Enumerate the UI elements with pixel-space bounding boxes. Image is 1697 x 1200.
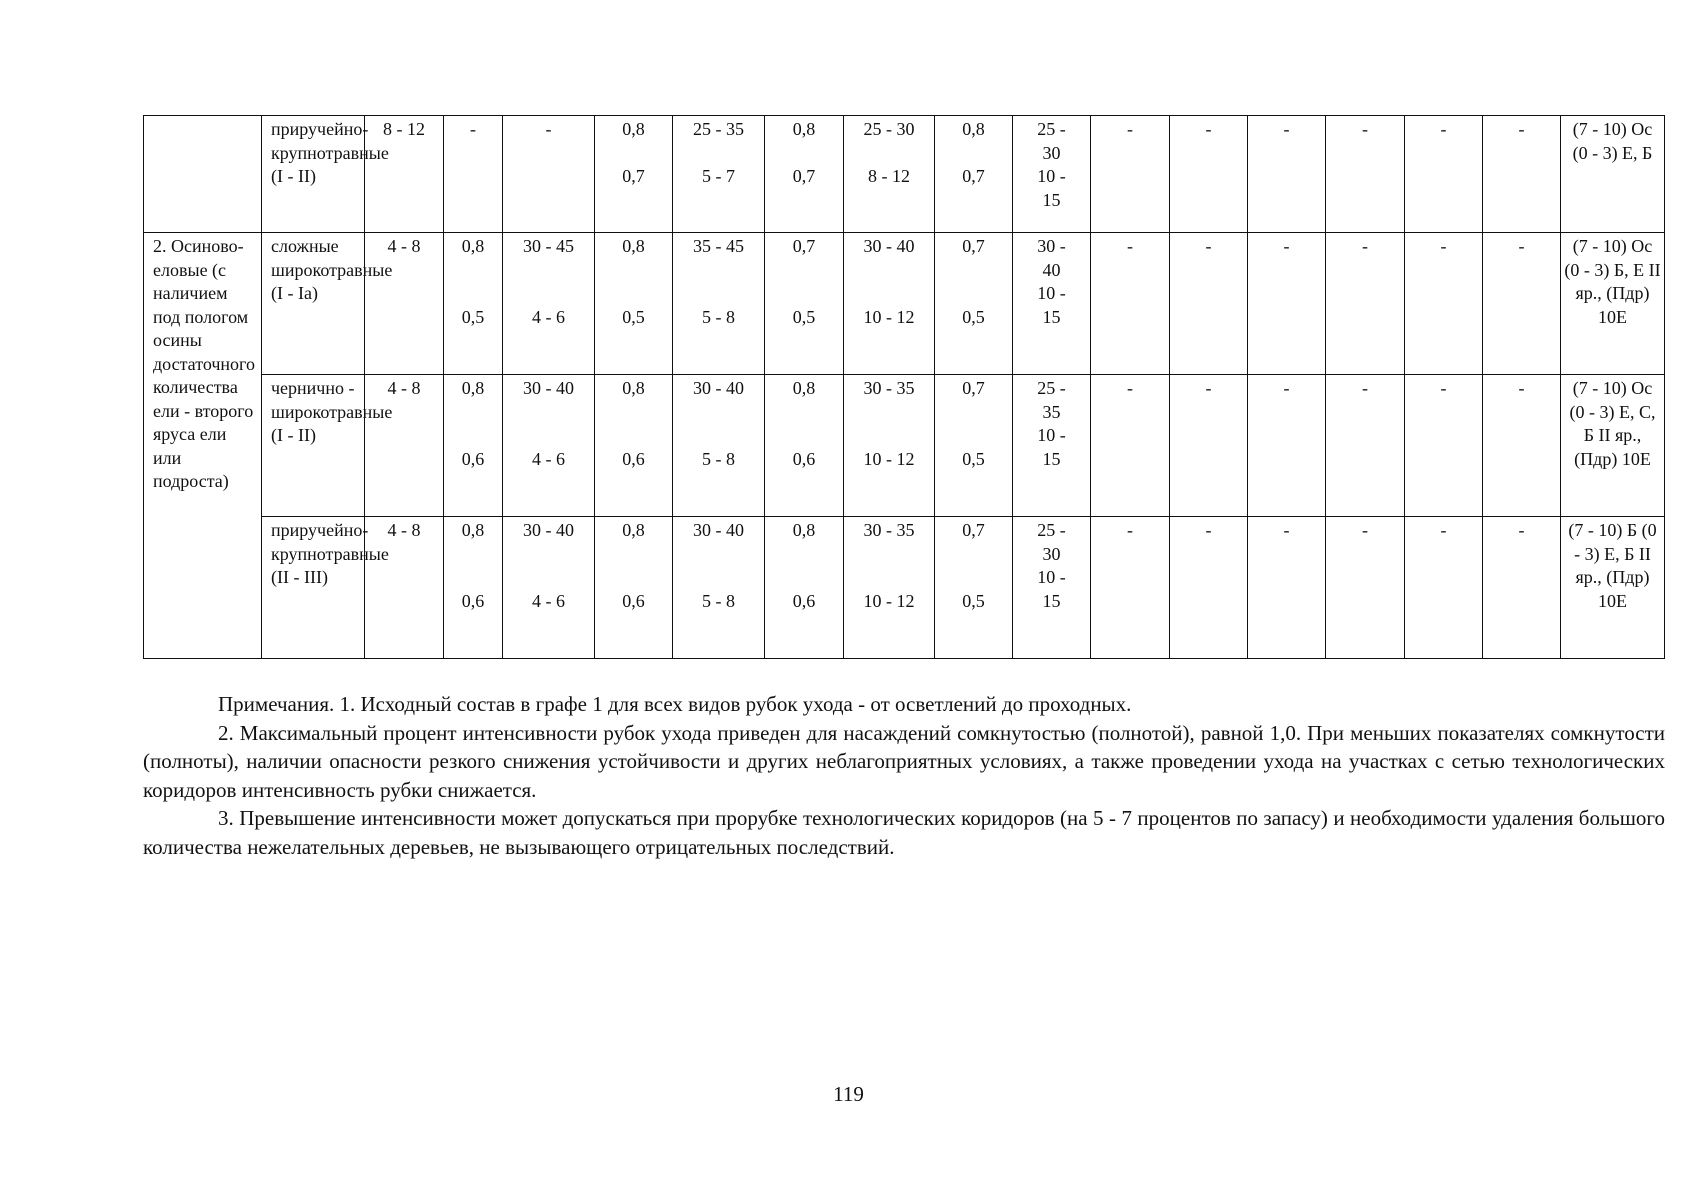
value-cell: 25 - 30 8 - 12 xyxy=(844,116,935,233)
stand-type-cell: приручейно-крупнотравные (II - III) xyxy=(262,517,365,659)
dash-cell: - xyxy=(1170,375,1248,517)
dash-cell: - xyxy=(1326,116,1405,233)
stand-type-cell: приручейно-крупнотравные (I - II) xyxy=(262,116,365,233)
group-cell xyxy=(144,116,262,233)
dash-cell: - xyxy=(1405,233,1483,375)
value-cell: 30 - 40 5 - 8 xyxy=(673,375,765,517)
value-cell: 0,8 0,6 xyxy=(765,375,844,517)
value-cell: 0,8 0,5 xyxy=(595,233,673,375)
dash-cell: - xyxy=(1170,116,1248,233)
dash-cell: - xyxy=(1405,375,1483,517)
dash-cell: - xyxy=(1483,233,1561,375)
stand-type-cell: чернично - широкотравные (I - II) xyxy=(262,375,365,517)
value-cell: 8 - 12 xyxy=(365,116,444,233)
value-cell: 25 - 30 10 - 15 xyxy=(1013,116,1091,233)
value-cell: 30 - 40 4 - 6 xyxy=(503,375,595,517)
value-cell: 0,8 0,6 xyxy=(595,375,673,517)
table-row xyxy=(144,517,1665,659)
notes-section xyxy=(143,690,1665,861)
dash-cell: - xyxy=(1248,116,1326,233)
value-cell: 0,7 0,5 xyxy=(935,517,1013,659)
value-cell: 0,8 0,7 xyxy=(935,116,1013,233)
value-cell: 30 - 40 10 - 12 xyxy=(844,233,935,375)
dash-cell: - xyxy=(1483,517,1561,659)
note-paragraph: Примечания. 1. Исходный состав в графе 1 для всех видов рубок ухода - от осветлений до проходных. xyxy=(218,692,1132,716)
dash-cell: - xyxy=(1483,116,1561,233)
page-number: 119 xyxy=(833,1082,864,1106)
value-cell: 0,7 0,5 xyxy=(935,233,1013,375)
dash-cell: - xyxy=(1405,517,1483,659)
dash-cell: - xyxy=(1248,517,1326,659)
dash-cell: - xyxy=(1326,375,1405,517)
value-cell: - xyxy=(444,116,503,233)
dash-cell: - xyxy=(1091,517,1170,659)
value-cell: 30 - 35 10 - 12 xyxy=(844,517,935,659)
value-cell: 0,8 0,7 xyxy=(595,116,673,233)
composition-cell: (7 - 10) Б (0 - 3) Е, Б II яр., (Пдр) 10Е xyxy=(1561,517,1665,659)
value-cell: 4 - 8 xyxy=(365,375,444,517)
value-cell: 25 - 35 5 - 7 xyxy=(673,116,765,233)
composition-cell: (7 - 10) Ос (0 - 3) Б, Е II яр., (Пдр) 10Е xyxy=(1561,233,1665,375)
forestry-table xyxy=(143,115,1665,659)
dash-cell: - xyxy=(1326,233,1405,375)
value-cell: - xyxy=(503,116,595,233)
table-row xyxy=(144,375,1665,517)
dash-cell: - xyxy=(1170,233,1248,375)
stand-type-cell: сложные широкотравные (I - Iа) xyxy=(262,233,365,375)
value-cell: 0,8 0,6 xyxy=(444,517,503,659)
value-cell: 30 - 40 5 - 8 xyxy=(673,517,765,659)
value-cell: 25 - 35 10 - 15 xyxy=(1013,375,1091,517)
dash-cell: - xyxy=(1483,375,1561,517)
dash-cell: - xyxy=(1091,233,1170,375)
value-cell: 35 - 45 5 - 8 xyxy=(673,233,765,375)
dash-cell: - xyxy=(1170,517,1248,659)
note-paragraph: 3. Превышение интенсивности может допускаться при прорубке технологических коридоров (на 5 - 7 процентов по запасу) и необходимости удаления большого количества нежелательных деревьев, не вызывающего отрицательных последствий. xyxy=(143,806,1665,859)
value-cell: 0,8 0,5 xyxy=(444,233,503,375)
dash-cell: - xyxy=(1405,116,1483,233)
value-cell: 0,7 0,5 xyxy=(765,233,844,375)
value-cell: 4 - 8 xyxy=(365,233,444,375)
value-cell: 0,8 0,6 xyxy=(444,375,503,517)
composition-cell: (7 - 10) Ос (0 - 3) Е, Б xyxy=(1561,116,1665,233)
dash-cell: - xyxy=(1091,375,1170,517)
value-cell: 0,8 0,6 xyxy=(765,517,844,659)
value-cell: 4 - 8 xyxy=(365,517,444,659)
dash-cell: - xyxy=(1091,116,1170,233)
value-cell: 25 - 30 10 - 15 xyxy=(1013,517,1091,659)
value-cell: 30 - 40 4 - 6 xyxy=(503,517,595,659)
group-cell: 2. Осиново-еловые (с наличием под пологом осины достаточного количества ели - второго яруса ели или подроста) xyxy=(144,233,262,659)
value-cell: 0,8 0,7 xyxy=(765,116,844,233)
dash-cell: - xyxy=(1248,375,1326,517)
composition-cell: (7 - 10) Ос (0 - 3) Е, С, Б II яр., (Пдр) 10Е xyxy=(1561,375,1665,517)
value-cell: 30 - 45 4 - 6 xyxy=(503,233,595,375)
value-cell: 30 - 35 10 - 12 xyxy=(844,375,935,517)
note-paragraph: 2. Максимальный процент интенсивности рубок ухода приведен для насаждений сомкнутостью (полнотой), равной 1,0. При меньших показателях сомкнутости (полноты), наличии опасности резкого снижения устойчивости и других неблагоприятных условиях, а также проведении ухода на участках с сетью технологических коридоров интенсивность рубки снижается. xyxy=(143,720,1665,802)
table-row xyxy=(144,116,1665,233)
table-row xyxy=(144,233,1665,375)
value-cell: 0,8 0,6 xyxy=(595,517,673,659)
value-cell: 0,7 0,5 xyxy=(935,375,1013,517)
value-cell: 30 - 40 10 - 15 xyxy=(1013,233,1091,375)
dash-cell: - xyxy=(1326,517,1405,659)
dash-cell: - xyxy=(1248,233,1326,375)
